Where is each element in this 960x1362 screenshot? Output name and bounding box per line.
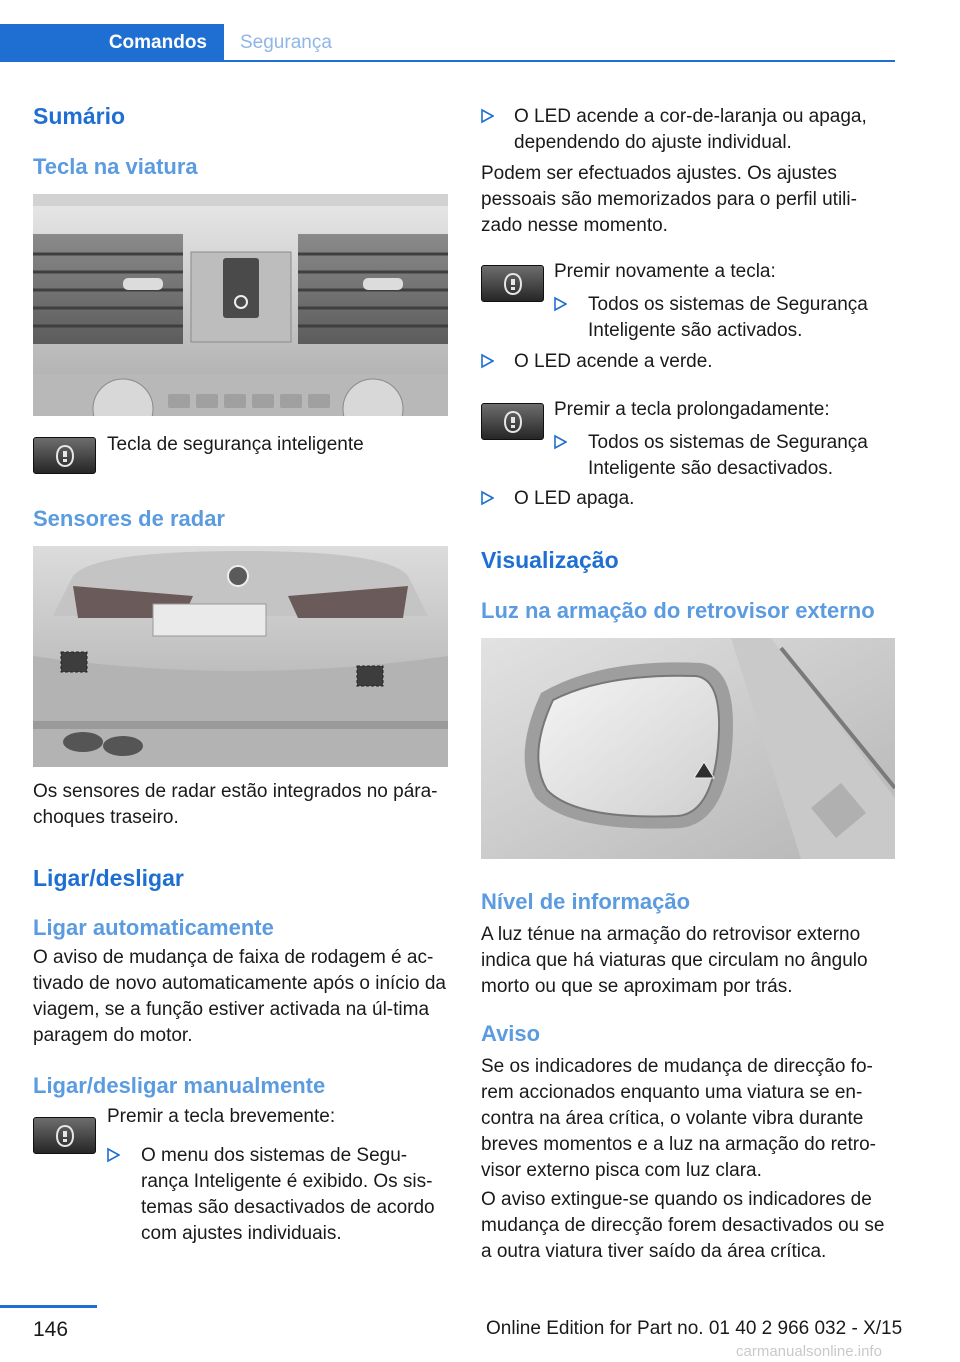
footer-rule bbox=[0, 1305, 97, 1308]
triangle-bullet-icon bbox=[481, 488, 495, 508]
bullet-text: O LED apaga. bbox=[514, 488, 635, 509]
press-long-text: Premir a tecla prolongadamente: bbox=[554, 399, 830, 420]
bullet-text: O menu dos sistemas de Segu-rança Inteligente é exibido. Os sis-temas são desactivados de acordo com ajustes individuais. bbox=[141, 1145, 435, 1244]
triangle-bullet-icon bbox=[481, 106, 495, 126]
bullet-led-verde bbox=[481, 349, 895, 375]
heading-ligar-desligar: Ligar/desligar bbox=[33, 865, 184, 891]
bullet-text: O LED acende a verde. bbox=[514, 351, 713, 372]
heading-nivel-informacao: Nível de informação bbox=[481, 889, 691, 914]
safety-key-button-long bbox=[481, 403, 544, 440]
heading-sensores-radar: Sensores de radar bbox=[33, 506, 225, 531]
dashboard-vents-photo bbox=[33, 194, 448, 416]
intelligent-safety-key-icon bbox=[503, 272, 523, 296]
bullet-activados bbox=[554, 292, 895, 344]
press-again-text: Premir novamente a tecla: bbox=[554, 261, 776, 282]
intelligent-safety-key-icon bbox=[55, 1124, 75, 1148]
manual-press-text: Premir a tecla brevemente: bbox=[107, 1106, 336, 1127]
intelligent-safety-key-icon bbox=[503, 410, 523, 434]
triangle-bullet-icon bbox=[554, 432, 568, 452]
heading-luz-armacao: Luz na armação do retrovisor externo bbox=[481, 598, 875, 623]
nivel-paragraph: A luz ténue na armação do retrovisor externo indica que há viaturas que circulam no ângulo morto ou que se aproximam por trás. bbox=[481, 924, 868, 997]
triangle-bullet-icon bbox=[554, 294, 568, 314]
safety-key-button bbox=[33, 437, 96, 474]
heading-sumario: Sumário bbox=[33, 103, 126, 129]
header-tabbar bbox=[0, 24, 895, 62]
bullet-text: Todos os sistemas de Segurança Inteligente são activados. bbox=[588, 294, 868, 341]
intelligent-safety-key-icon bbox=[55, 444, 75, 468]
heading-ligar-manualmente: Ligar/desligar manualmente bbox=[33, 1073, 326, 1098]
watermark: carmanualsonline.info bbox=[736, 1343, 882, 1360]
aviso-paragraph-2: O aviso extingue-se quando os indicadores de mudança de direcção forem desactivados ou se a outra viatura tiver saído da área crítica. bbox=[481, 1189, 885, 1262]
bullet-desactivados bbox=[554, 430, 895, 482]
triangle-bullet-icon bbox=[481, 351, 495, 371]
key-caption: Tecla de segurança inteligente bbox=[107, 434, 364, 455]
car-rear-radar-photo bbox=[33, 546, 448, 767]
sensores-paragraph: Os sensores de radar estão integrados no pára-choques traseiro. bbox=[33, 781, 438, 828]
triangle-bullet-icon bbox=[107, 1145, 121, 1165]
page-number: 146 bbox=[33, 1318, 69, 1341]
dashboard-illustration bbox=[33, 194, 448, 416]
bullet-text: Todos os sistemas de Segurança Inteligente são desactivados. bbox=[588, 432, 868, 479]
car-rear-illustration bbox=[33, 546, 448, 767]
safety-key-button-manual bbox=[33, 1117, 96, 1154]
ajustes-paragraph: Podem ser efectuados ajustes. Os ajustes pessoais são memorizados para o perfil utili-zado nesse momento. bbox=[481, 163, 857, 236]
tab-seguranca[interactable]: Segurança bbox=[240, 32, 332, 53]
aviso-paragraph: Se os indicadores de mudança de direcção fo-rem accionados enquanto uma viatura se en-contra na área crítica, o volante vibra durante breves momentos e a luz na armação do retro-visor externo pisca com luz clara. bbox=[481, 1056, 876, 1181]
bullet-menu-exibido bbox=[107, 1143, 448, 1247]
safety-key-button-again bbox=[481, 265, 544, 302]
heading-tecla-viatura: Tecla na viatura bbox=[33, 154, 198, 179]
bullet-led-laranja bbox=[481, 104, 895, 156]
heading-visualizacao: Visualização bbox=[481, 547, 619, 573]
heading-ligar-automaticamente: Ligar automaticamente bbox=[33, 915, 274, 940]
bullet-text: O LED acende a cor-de-laranja ou apaga, dependendo do ajuste individual. bbox=[514, 106, 867, 153]
edition-text: Online Edition for Part no. 01 40 2 966 032 - X/15 bbox=[486, 1318, 903, 1339]
side-mirror-photo bbox=[481, 638, 895, 859]
side-mirror-illustration bbox=[481, 638, 895, 859]
tab-comandos[interactable]: Comandos bbox=[0, 24, 224, 62]
auto-paragraph: O aviso de mudança de faixa de rodagem é ac-tivado de novo automaticamente após o início da viagem, se a função estiver activada na úl-tima paragem do motor. bbox=[33, 947, 446, 1046]
bullet-led-apaga bbox=[481, 486, 895, 512]
heading-aviso: Aviso bbox=[481, 1021, 541, 1046]
